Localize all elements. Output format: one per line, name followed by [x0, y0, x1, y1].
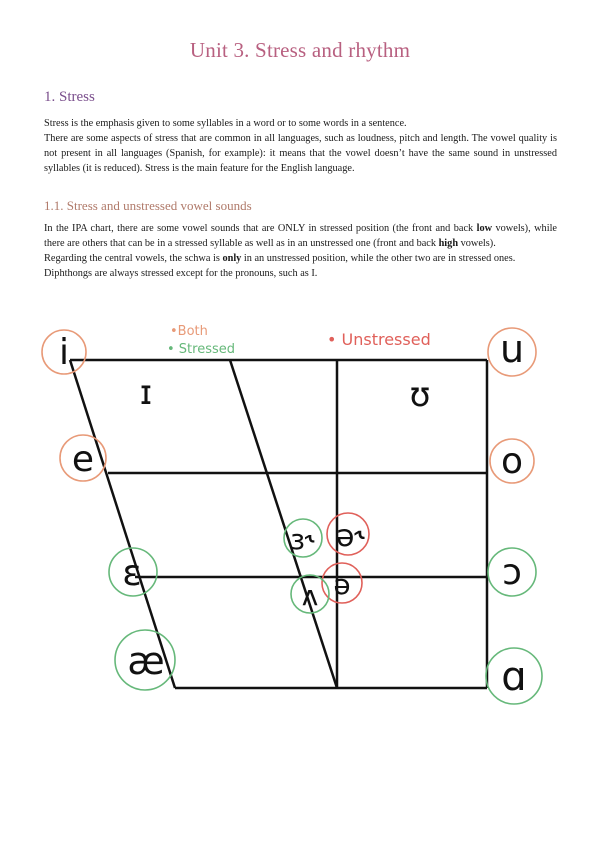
ipa-text-1b: vowels), while there are others that can be in a stressed syllable as well as in an unstressed one (front and back [44, 223, 557, 249]
ipa-text-2b: in an unstressed position, while the other two are in stressed ones. [241, 253, 516, 264]
ipa-vowel-chart [0, 318, 600, 718]
ipa-text-2a: Regarding the central vowels, the schwa is [44, 253, 223, 264]
ipa-text-3: Diphthongs are always stressed except for the pronouns, such as I. [44, 268, 318, 279]
ipa-text-only: only [222, 253, 242, 264]
ipa-text-1a: In the IPA chart, there are some vowel sounds that are ONLY in stressed position (the front and back [44, 223, 477, 234]
vowel-e: e [71, 439, 95, 480]
vowel-i: i [58, 332, 70, 373]
subsection-heading-vowels: 1.1. Stress and unstressed vowel sounds [44, 198, 252, 213]
legend-unstressed: • Unstressed [327, 330, 431, 349]
vowel-a: ɑ [501, 654, 527, 700]
vowel-schwa: ə [333, 568, 351, 601]
vowel-uh: ʊ [409, 375, 431, 415]
legend-stressed: • Stressed [167, 342, 236, 357]
vowel-o: o [500, 441, 524, 482]
vowel-ih: ɪ [139, 373, 153, 413]
ipa-text-1c: vowels). [458, 238, 496, 249]
vowel-er: ɜ˞ [290, 523, 314, 556]
central-front-line [230, 360, 337, 688]
vowel-u: u [499, 327, 525, 371]
ipa-text-low: low [476, 223, 493, 234]
vowel-eh: ɛ [122, 553, 142, 594]
legend-both: •Both [170, 324, 208, 339]
vowel-open-o: ɔ [502, 552, 522, 593]
vowel-ae: æ [127, 639, 165, 683]
stress-definition: Stress is the emphasis given to some syllables in a word or to some words in a sentence. [44, 118, 407, 129]
section-heading-stress: 1. Stress [44, 89, 95, 105]
ipa-text-high: high [438, 238, 459, 249]
stress-aspects: There are some aspects of stress that are common in all languages, such as loudness, pitch and length. The vowel quality is not present in all languages (Spanish, for example): it means that the vowel doesn’t have the same sound in unstressed syllables (it is reduced). Stress is the main feature for the English language. [44, 133, 557, 174]
ipa-paragraph [44, 221, 557, 281]
vowel-wedge: ʌ [301, 579, 319, 612]
page-title: Unit 3. Stress and rhythm [189, 38, 411, 62]
vowel-schwa-r: ə˞ [336, 519, 364, 554]
stress-paragraph [44, 116, 557, 176]
